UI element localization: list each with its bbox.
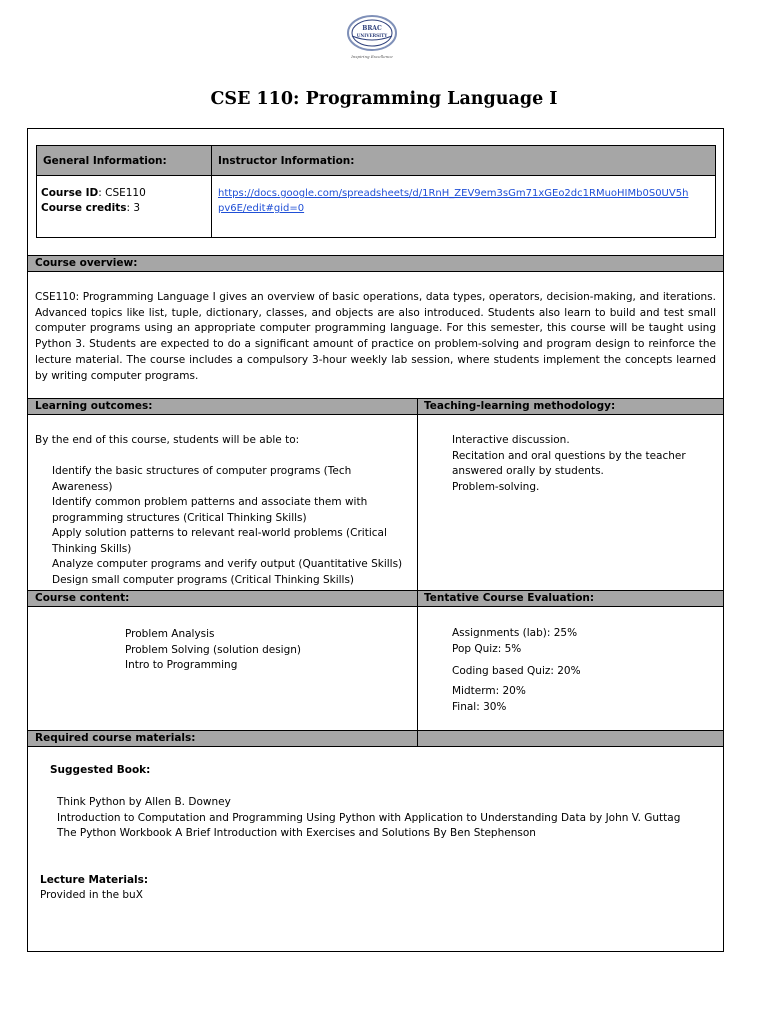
course-credits-value: : 3 [126, 202, 141, 214]
list-item: Recitation and oral questions by the teacher answered orally by students. [452, 449, 686, 477]
list-item: Introduction to Computation and Programming Using Python with Application to Understanding Data by John V. Guttag [57, 811, 681, 824]
info-table [36, 145, 716, 238]
required-materials-heading: Required course materials: [35, 732, 196, 744]
svg-text:Inspiring Excellence: Inspiring Excellence [351, 54, 393, 59]
teaching-methodology-heading: Teaching-learning methodology: [424, 400, 616, 412]
list-item: Interactive discussion. [452, 434, 570, 446]
list-item: Problem Solving (solution design) [125, 643, 302, 656]
course-id-label: Course ID [41, 187, 99, 199]
content-band [28, 590, 723, 607]
evaluation-list [430, 625, 710, 715]
instructor-info-header: Instructor Information: [218, 155, 355, 167]
list-item: Coding based Quiz: 20% [452, 665, 581, 677]
list-item: Assignments (lab): 25% [452, 627, 578, 639]
list-item: Analyze computer programs and verify output (Quantitative Skills) [52, 558, 403, 570]
course-overview-heading: Course overview: [28, 255, 723, 272]
brac-university-logo [338, 14, 406, 62]
course-overview-text: CSE110: Programming Language I gives an overview of basic operations, data types, operators, decision-making, and iterations. Advanced topics like list, tuple, dictionary, classes, and objects are also introduced. Students also learn to build and test small computer programs using an appropriate computer programming language. For this semester, this course will be taught using Python 3. Students are expected to do a significant amount of practice on problem-solving and program design to reinforce the lecture material. The course includes a compulsory 3-hour weekly lab session, where students implement the concepts learned by writing computer programs. [35, 291, 716, 382]
lecture-materials-text: Provided in the buX [40, 889, 143, 901]
course-credits-label: Course credits [41, 202, 127, 214]
list-item: Identify common problem patterns and associate them with programming structures (Critical Thinking Skills) [52, 496, 368, 524]
list-item: Apply solution patterns to relevant real-world problems (Critical Thinking Skills) [52, 527, 387, 555]
teaching-methodology-list [435, 433, 710, 495]
list-item: Final: 30% [452, 701, 507, 713]
list-item: Identify the basic structures of computer programs (Tech Awareness) [52, 465, 352, 493]
list-item: Pop Quiz: 5% [452, 643, 522, 655]
instructor-link-line1[interactable]: https://docs.google.com/spreadsheets/d/1RnH_ZEV9em3sGm71xGEo2dc1RMuoHIMb0S0UV5h [218, 188, 689, 199]
learning-outcomes-intro: By the end of this course, students will be able to: [35, 434, 300, 446]
learning-outcomes-list [35, 464, 410, 588]
list-item: The Python Workbook A Brief Introduction with Exercises and Solutions By Ben Stephenson [57, 827, 536, 839]
learning-outcomes-heading: Learning outcomes: [35, 400, 153, 412]
svg-text:BRAC: BRAC [362, 25, 382, 32]
course-credits-line [41, 201, 140, 216]
course-content-heading: Course content: [35, 592, 130, 604]
instructor-link-line2[interactable]: pv6E/edit#gid=0 [218, 203, 305, 214]
suggested-books-list [42, 795, 712, 842]
list-item: Intro to Programming [125, 659, 238, 671]
list-item: Problem Analysis [125, 628, 215, 640]
course-content-list [103, 627, 403, 674]
course-id-line [41, 186, 146, 201]
general-info-header: General Information: [43, 155, 167, 167]
instructor-link[interactable] [218, 186, 688, 216]
svg-text:UNIVERSITY: UNIVERSITY [356, 33, 388, 38]
page-title: CSE 110: Programming Language I [210, 89, 558, 109]
suggested-book-heading: Suggested Book: [50, 764, 151, 776]
list-item: Problem-solving. [452, 480, 540, 493]
list-item: Think Python by Allen B. Downey [57, 796, 231, 808]
course-evaluation-heading: Tentative Course Evaluation: [424, 592, 595, 604]
course-id-value: : CSE110 [98, 187, 146, 199]
lecture-materials-heading: Lecture Materials: [40, 874, 149, 886]
list-item: Midterm: 20% [452, 685, 526, 697]
list-item: Design small computer programs (Critical Thinking Skills) [52, 573, 355, 586]
